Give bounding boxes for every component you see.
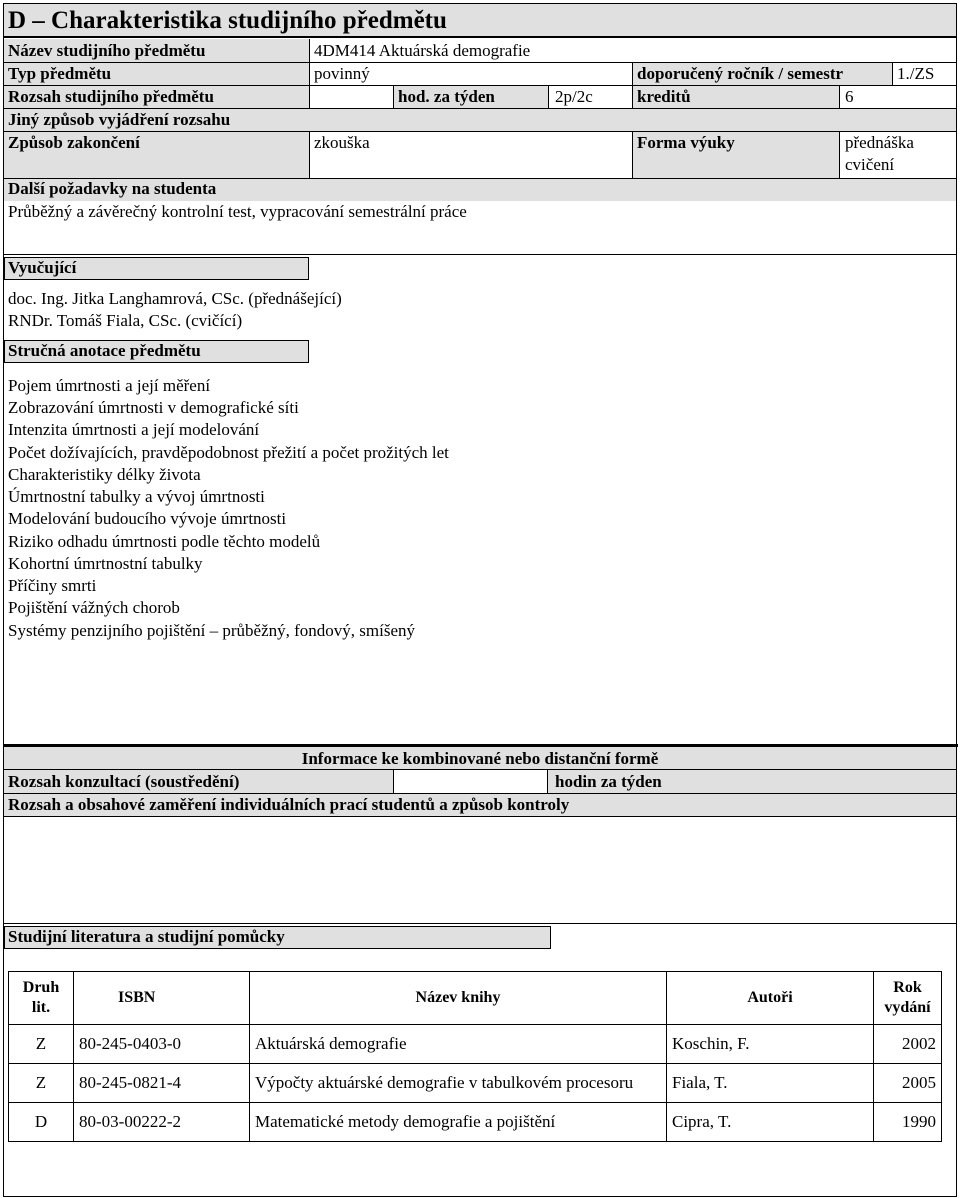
- cell-rok: 2002: [874, 1025, 942, 1064]
- anotace-item: Pojištění vážných chorob: [8, 598, 180, 617]
- anotace-item: Zobrazování úmrtnosti v demografické síti: [8, 398, 299, 417]
- vyucujici-item-2: RNDr. Tomáš Fiala, CSc. (cvičící): [8, 311, 243, 330]
- anotace-label: Stručná anotace předmětu: [4, 340, 309, 363]
- zakonceni-label: Způsob zakončení: [8, 133, 140, 152]
- anotace-item: Riziko odhadu úmrtnosti podle těchto modelů: [8, 532, 321, 551]
- rocnik-label: doporučený ročník / semestr: [637, 64, 844, 83]
- anotace-item: Intenzita úmrtnosti a její modelování: [8, 420, 260, 439]
- cell-isbn: 80-245-0821-4: [74, 1064, 250, 1103]
- anotace-item: Pojem úmrtnosti a její měření: [8, 376, 211, 395]
- hod-value: 2p/2c: [555, 87, 593, 106]
- literatura-label: Studijní literatura a studijní pomůcky: [4, 926, 551, 949]
- prace-label: Rozsah a obsahové zaměření individuálních prací studentů a způsob kontroly: [8, 795, 570, 814]
- forma-label: Forma výuky: [637, 133, 735, 152]
- cell-druh: Z: [9, 1025, 74, 1064]
- literatura-table: [8, 971, 942, 1142]
- header-isbn: ISBN: [74, 972, 250, 1025]
- header-rok: Rok vydání: [874, 972, 942, 1025]
- cell-nazev: Výpočty aktuárské demografie v tabulkovém procesoru: [250, 1064, 667, 1103]
- cell-autori: Cipra, T.: [667, 1103, 874, 1142]
- kredity-value: 6: [845, 87, 854, 106]
- konzultace-label: Rozsah konzultací (soustředění): [8, 772, 240, 791]
- anotace-item: Příčiny smrti: [8, 576, 97, 595]
- kombinovane-heading: Informace ke kombinované nebo distanční formě: [301, 749, 659, 768]
- anotace-item: Modelování budoucího vývoje úmrtnosti: [8, 509, 287, 528]
- anotace-item: Systémy penzijního pojištění – průběžný, fondový, smíšený: [8, 621, 416, 640]
- cell-druh: D: [9, 1103, 74, 1142]
- hodin-label: hodin za týden: [555, 772, 662, 791]
- jiny-label: Jiný způsob vyjádření rozsahu: [8, 110, 231, 129]
- forma-value-2: cvičení: [845, 155, 895, 174]
- page-title: D – Charakteristika studijního předmětu: [8, 7, 447, 34]
- table-row: [9, 1103, 942, 1142]
- anotace-item: Počet dožívajících, pravděpodobnost přežití a počet prožitých let: [8, 443, 449, 462]
- cell-nazev: Matematické metody demografie a pojištění: [250, 1103, 667, 1142]
- vyucujici-label: Vyučující: [4, 257, 309, 280]
- cell-autori: Fiala, T.: [667, 1064, 874, 1103]
- pozadavky-value: Průběžný a závěrečný kontrolní test, vypracování semestrální práce: [8, 202, 467, 221]
- cell-isbn: 80-245-0403-0: [74, 1025, 250, 1064]
- cell-rok: 1990: [874, 1103, 942, 1142]
- typ-label: Typ předmětu: [8, 64, 112, 83]
- table-row: [9, 1064, 942, 1103]
- rocnik-value: 1./ZS: [897, 64, 935, 83]
- anotace-item: Charakteristiky délky života: [8, 465, 201, 484]
- konzultace-value-box: [393, 770, 548, 793]
- kredity-label: kreditů: [637, 87, 691, 106]
- hod-label: hod. za týden: [398, 87, 495, 106]
- typ-value: povinný: [314, 64, 370, 83]
- zakonceni-value: zkouška: [314, 133, 370, 152]
- cell-isbn: 80-03-00222-2: [74, 1103, 250, 1142]
- cell-rok: 2005: [874, 1064, 942, 1103]
- nazev-value: 4DM414 Aktuárská demografie: [314, 41, 531, 60]
- cell-nazev: Aktuárská demografie: [250, 1025, 667, 1064]
- anotace-item: Úmrtnostní tabulky a vývoj úmrtnosti: [8, 487, 265, 506]
- vyucujici-item-1: doc. Ing. Jitka Langhamrová, CSc. (přednášející): [8, 289, 342, 308]
- pozadavky-label: Další požadavky na studenta: [8, 179, 217, 198]
- anotace-item: Kohortní úmrtnostní tabulky: [8, 554, 203, 573]
- header-nazev: Název knihy: [250, 972, 667, 1025]
- cell-autori: Koschin, F.: [667, 1025, 874, 1064]
- cell-druh: Z: [9, 1064, 74, 1103]
- header-autori: Autoři: [667, 972, 874, 1025]
- table-header-row: [9, 972, 942, 1025]
- nazev-label: Název studijního předmětu: [8, 41, 206, 60]
- forma-value-1: přednáška: [845, 133, 914, 152]
- header-druh: Druh lit.: [9, 972, 74, 1025]
- table-row: [9, 1025, 942, 1064]
- rozsah-label: Rozsah studijního předmětu: [8, 87, 214, 106]
